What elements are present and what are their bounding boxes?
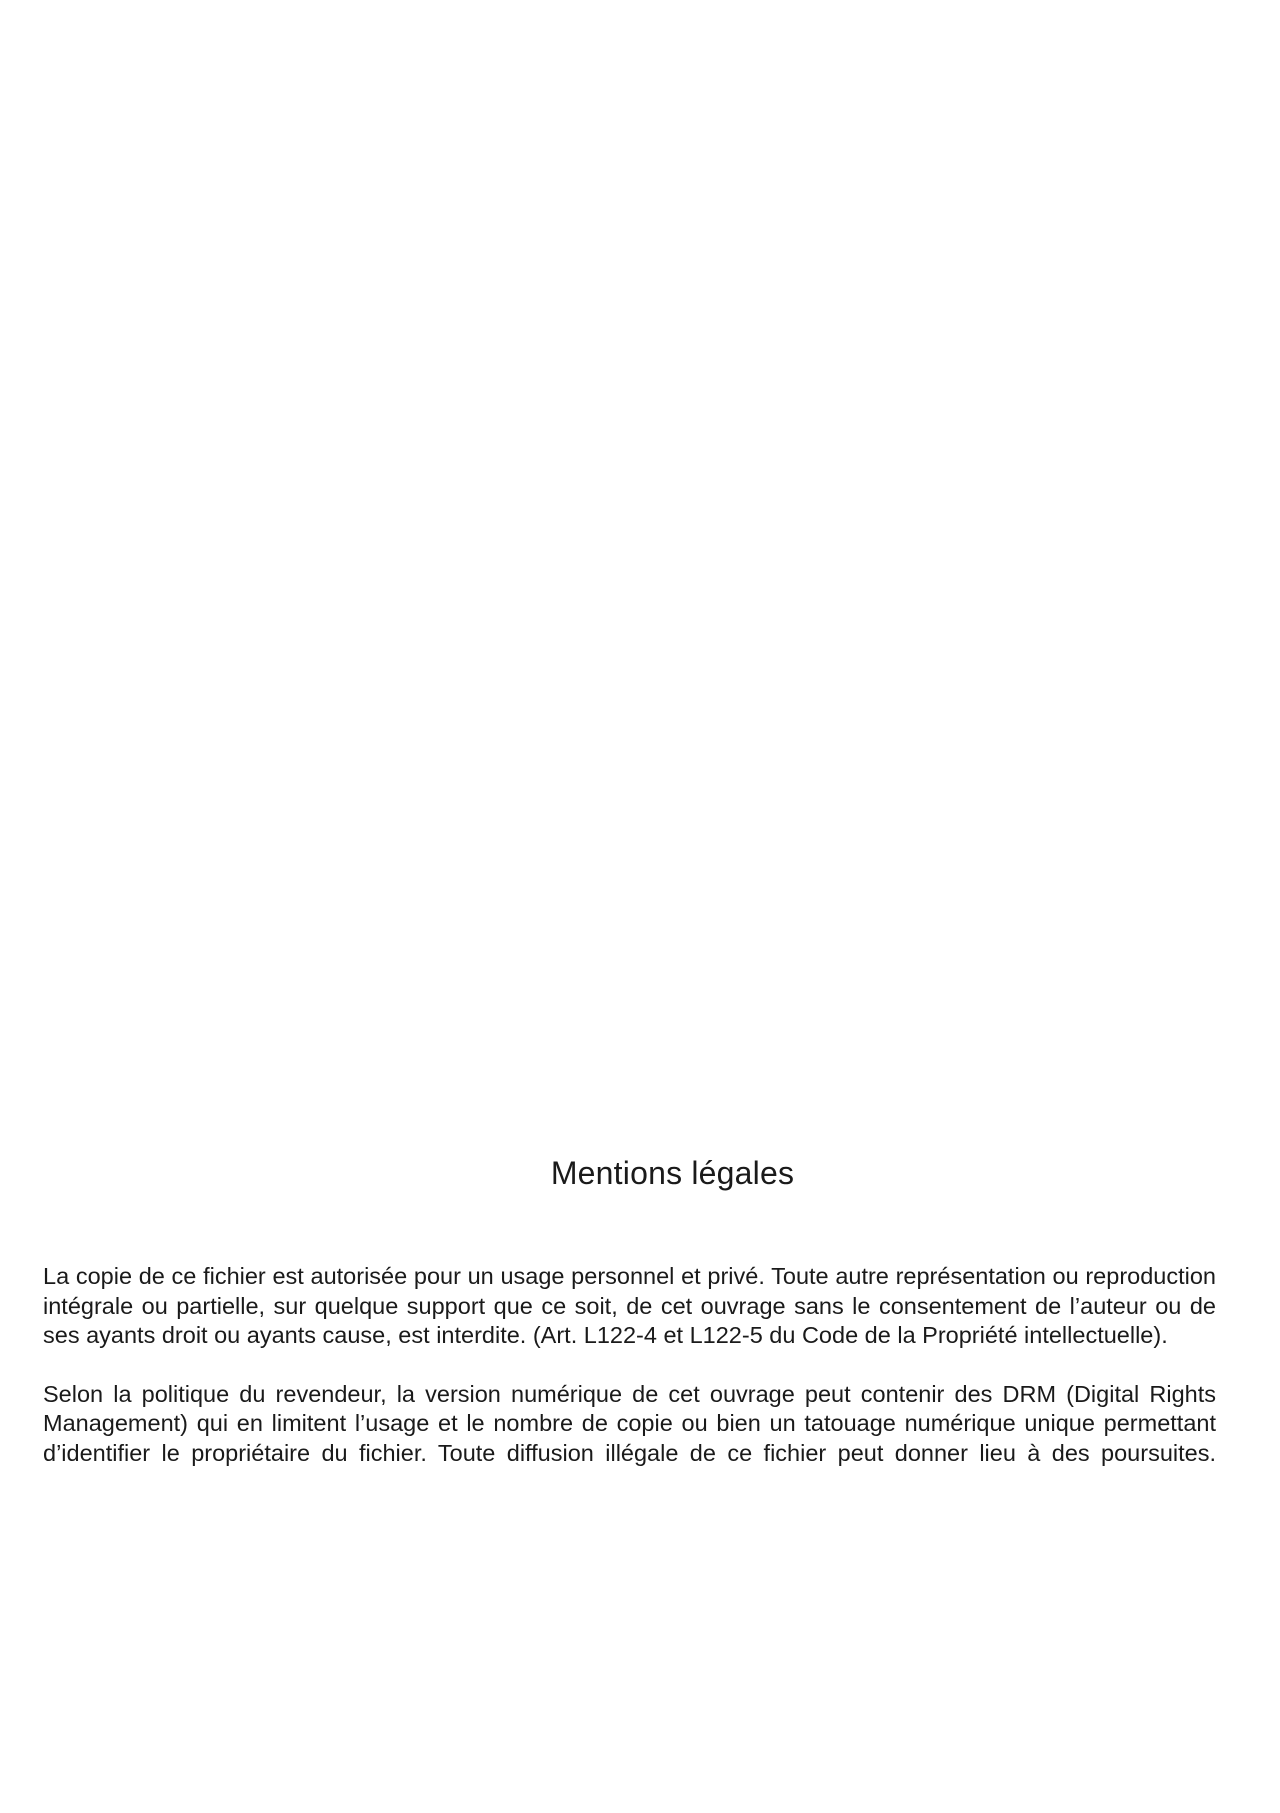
drm-paragraph: Selon la politique du revendeur, la version numérique de cet ouvrage peut contenir des DRM (Digital Rights Management) qui en limitent l’usage et le nombre de copie ou bien un tatouage numérique unique permettant d’identifier le propriétaire du fichier. Toute diffusion illégale de ce fichier peut donner lieu à des poursuites. xyxy=(43,1380,1216,1466)
page-title: Mentions légales xyxy=(550,1155,795,1191)
legal-notice-section xyxy=(43,1151,1216,1497)
copyright-paragraph: La copie de ce fichier est autorisée pour un usage personnel et privé. Toute autre représentation ou reproduction intégrale ou partielle, sur quelque support que ce soit, de cet ouvrage sans le consentement de l’auteur ou de ses ayants droit ou ayants cause, est interdite. (Art. L122-4 et L122-5 du Code de la Propriété intellectuelle). xyxy=(43,1263,1216,1348)
